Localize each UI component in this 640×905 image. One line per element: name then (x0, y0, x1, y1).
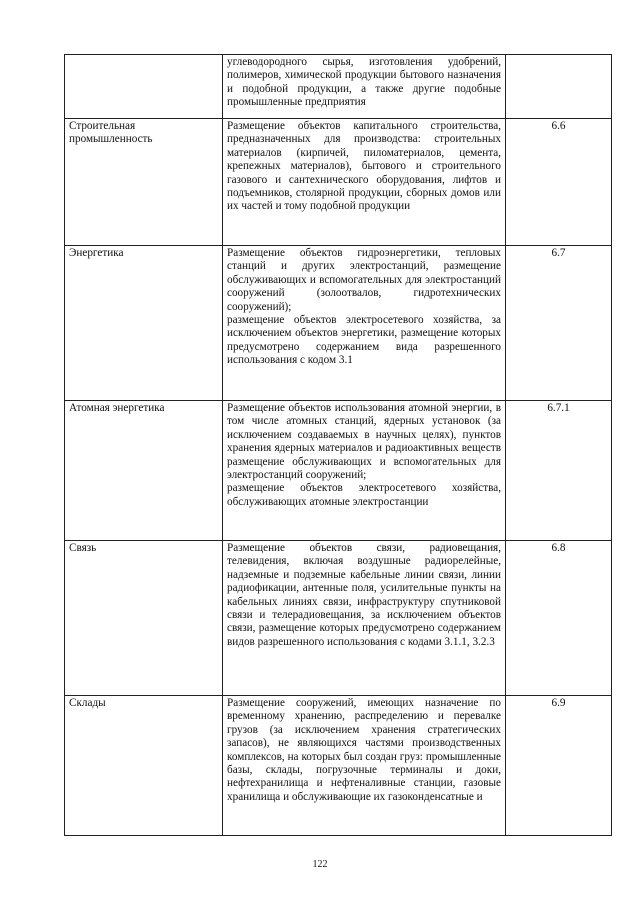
row-name-cell: Атомная энергетика (65, 401, 223, 541)
row-name-cell (65, 55, 223, 119)
row-code-cell: 6.9 (506, 696, 612, 836)
row-code-cell: 6.7 (506, 246, 612, 401)
table-row (65, 401, 612, 541)
description-paragraph: размещение объектов электросетевого хозяйства, за исключением объектов энергетики, размещение которых предусмотрено содержанием вида разрешенного использования с кодом 3.1 (227, 314, 501, 367)
row-code-cell: 6.6 (506, 119, 612, 246)
row-description-cell (223, 541, 506, 696)
row-name-cell: Энергетика (65, 246, 223, 401)
row-description-cell (223, 401, 506, 541)
table-row (65, 696, 612, 836)
row-code-cell: 6.7.1 (506, 401, 612, 541)
description-paragraph: углеводородного сырья, изготовления удобрений, полимеров, химической продукции бытового назначения и подобной продукции, а также другие подобные промышленные предприятия (227, 56, 501, 109)
table-row (65, 119, 612, 246)
table-row (65, 246, 612, 401)
description-paragraph: Размещение сооружений, имеющих назначение по временному хранению, распределению и перевалке грузов (за исключением хранения стратегических запасов), не являющихся частями производственных комплексов, на которых был создан груз: промышленные базы, склады, погрузочные терминалы и доки, нефтехранилища и нефтеналивные станции, газовые хранилища и обслуживающие их газоконденсатные и (227, 697, 501, 803)
table-row (65, 541, 612, 696)
row-name-cell: Строительная промышленность (65, 119, 223, 246)
page-number: 122 (312, 859, 328, 870)
row-description-cell (223, 55, 506, 119)
row-description-cell (223, 696, 506, 836)
description-paragraph: Размещение объектов использования атомной энергии, в том числе атомных станций, ядерных установок (за исключением создаваемых в научных целях), пунктов хранения ядерных материалов и радиоактивных веществ размещение обслуживающих и вспомогательных для электростанций сооружений; (227, 402, 501, 482)
description-paragraph: Размещение объектов гидроэнергетики, тепловых станций и других электростанций, размещение обслуживающих и вспомогательных для электростанций сооружений (золоотвалов, гидротехнических сооружений); (227, 247, 501, 313)
row-name-cell: Связь (65, 541, 223, 696)
description-paragraph: Размещение объектов связи, радиовещания, телевидения, включая воздушные радиорелейные, надземные и подземные кабельные линии связи, линии радиофикации, антенные поля, усилительные пункты на кабельных линиях связи, инфраструктуру спутниковой связи и телерадиовещания, за исключением объектов связи, размещение которых предусмотрено содержанием видов разрешенного использования с кодами 3.1.1, 3.2.3 (227, 542, 501, 648)
description-paragraph: Размещение объектов капитального строительства, предназначенных для производства: строительных материалов (кирпичей, пиломатериалов, цемента, крепежных материалов), бытового и строительного газового и сантехнического оборудования, лифтов и подъемников, столярной продукции, сборных домов или их частей и тому подобной продукции (227, 120, 501, 213)
row-name-cell: Склады (65, 696, 223, 836)
row-description-cell (223, 119, 506, 246)
row-code-cell (506, 55, 612, 119)
row-code-cell: 6.8 (506, 541, 612, 696)
description-paragraph: размещение объектов электросетевого хозяйства, обслуживающих атомные электростанции (227, 482, 501, 508)
table-row (65, 55, 612, 119)
land-use-table (64, 54, 612, 836)
row-description-cell (223, 246, 506, 401)
